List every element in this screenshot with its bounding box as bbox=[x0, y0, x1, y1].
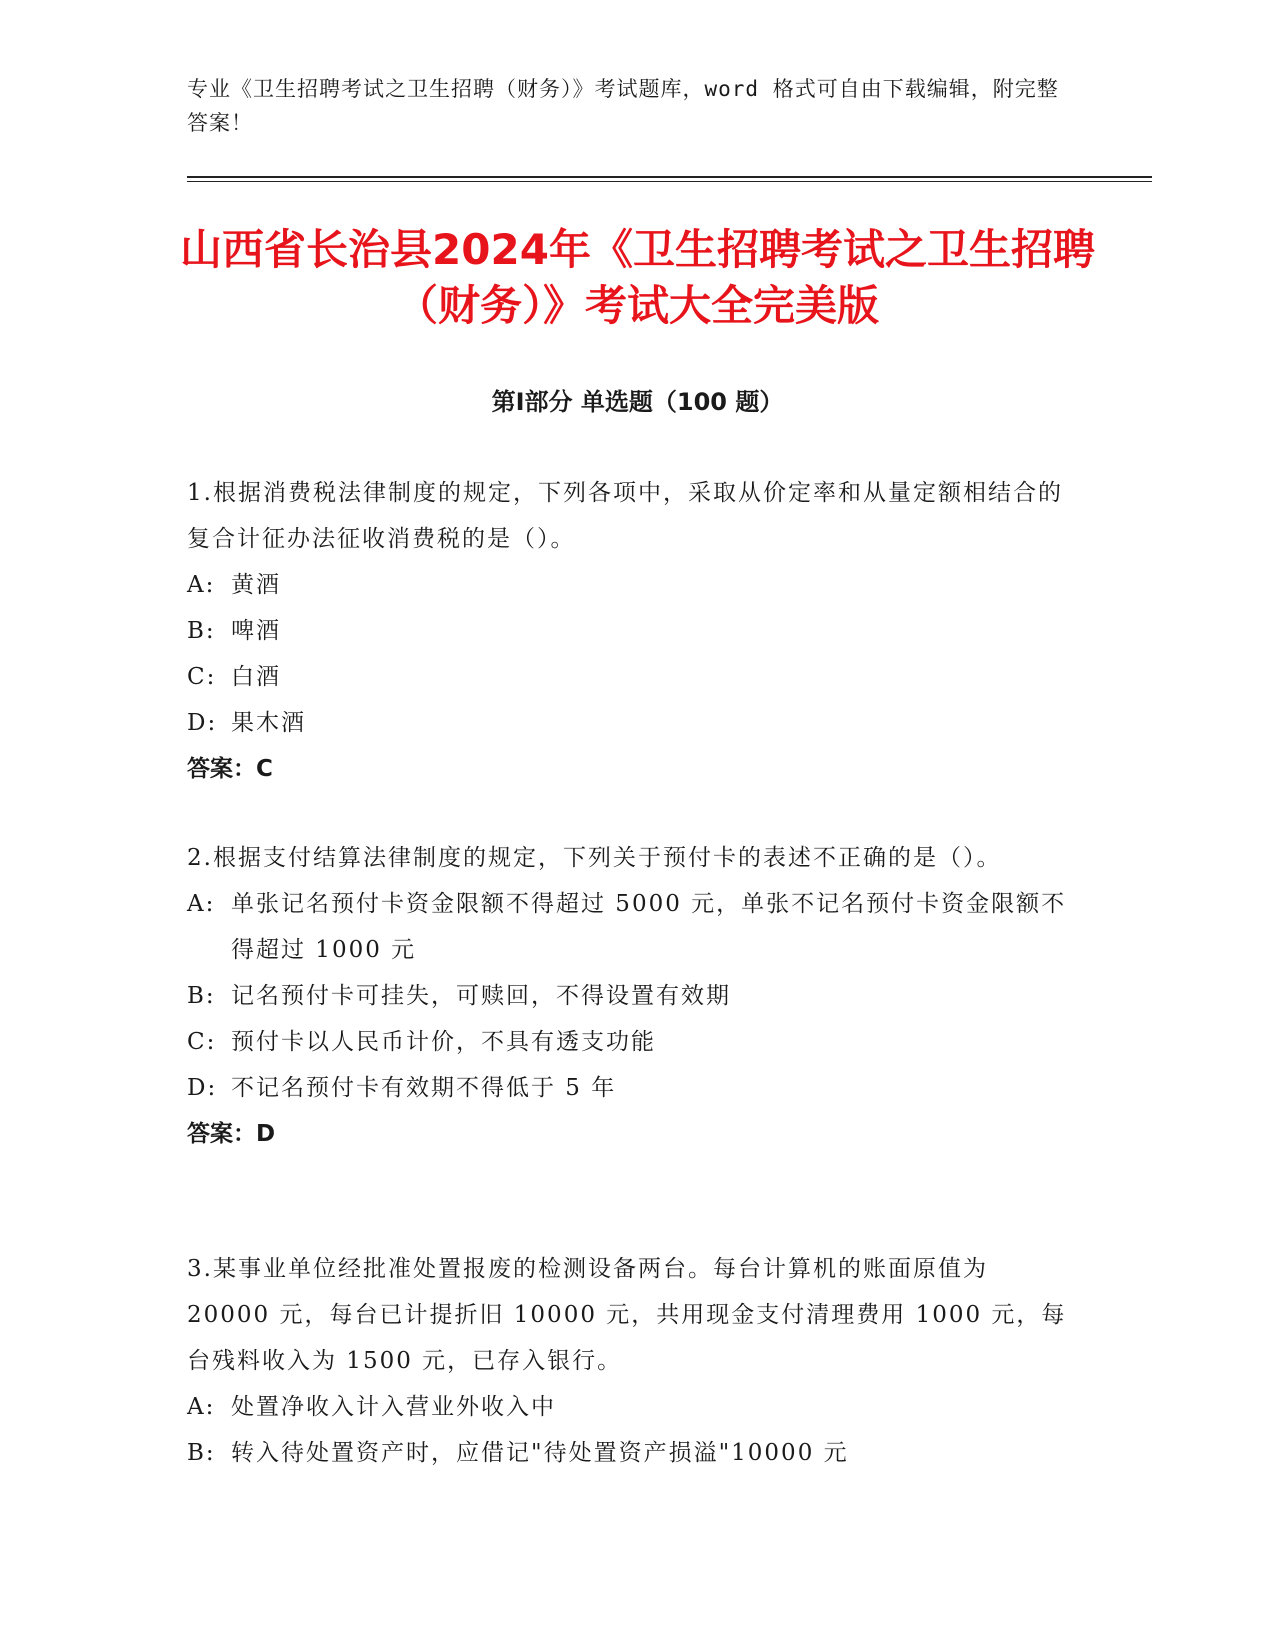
question-stem: 2.根据支付结算法律制度的规定，下列关于预付卡的表述不正确的是（）。 bbox=[187, 845, 1002, 871]
option-key: A: bbox=[187, 572, 216, 598]
answer-line: 答案：C bbox=[187, 756, 273, 782]
option-text: 处置净收入计入营业外收入中 bbox=[231, 1394, 556, 1420]
option-text: 黄酒 bbox=[231, 572, 281, 598]
option-c bbox=[187, 1019, 1067, 1065]
option-text: 白酒 bbox=[231, 664, 281, 690]
option-a bbox=[187, 562, 1067, 608]
question-1 bbox=[187, 470, 1067, 792]
question-stem: 3.某事业单位经批准处置报废的检测设备两台。每台计算机的账面原值为 20000 元，每台已计提折旧 10000 元，共用现金支付清理费用 1000 元，每台残料收入为 1500 元，已存入银行。 bbox=[187, 1256, 1067, 1374]
document-title: 山西省长治县2024年《卫生招聘考试之卫生招聘（财务）》考试大全完美版 bbox=[180, 225, 1095, 330]
question-2 bbox=[187, 835, 1067, 1157]
header-divider-thin bbox=[187, 181, 1152, 182]
option-key: C: bbox=[187, 1029, 217, 1055]
option-text: 不记名预付卡有效期不得低于 5 年 bbox=[231, 1075, 617, 1101]
question-3 bbox=[187, 1246, 1067, 1476]
option-a bbox=[187, 1384, 1067, 1430]
option-b bbox=[187, 608, 1067, 654]
option-text: 记名预付卡可挂失，可赎回，不得设置有效期 bbox=[231, 983, 731, 1009]
option-text: 单张记名预付卡资金限额不得超过 5000 元，单张不记名预付卡资金限额不得超过 1000 元 bbox=[231, 891, 1067, 963]
option-key: D: bbox=[187, 710, 218, 736]
option-b bbox=[187, 973, 1067, 1019]
header-note: 专业《卫生招聘考试之卫生招聘（财务）》考试题库，word 格式可自由下载编辑，附完整答案！ bbox=[187, 77, 1059, 135]
option-a bbox=[187, 881, 1067, 973]
option-text: 果木酒 bbox=[231, 710, 306, 736]
option-c bbox=[187, 654, 1067, 700]
option-text: 预付卡以人民币计价，不具有透支功能 bbox=[231, 1029, 656, 1055]
answer-line: 答案：D bbox=[187, 1121, 276, 1147]
option-d bbox=[187, 1065, 1067, 1111]
option-text: 转入待处置资产时，应借记"待处置资产损溢"10000 元 bbox=[231, 1440, 849, 1466]
option-key: C: bbox=[187, 664, 217, 690]
option-key: B: bbox=[187, 618, 216, 644]
section-heading: 第Ⅰ部分 单选题（100 题） bbox=[491, 388, 784, 416]
option-b bbox=[187, 1430, 1067, 1476]
header-divider-thick bbox=[187, 176, 1152, 178]
option-key: B: bbox=[187, 983, 216, 1009]
option-key: B: bbox=[187, 1440, 216, 1466]
option-text: 啤酒 bbox=[231, 618, 281, 644]
option-key: A: bbox=[187, 1394, 216, 1420]
option-key: A: bbox=[187, 891, 216, 917]
option-key: D: bbox=[187, 1075, 218, 1101]
option-d bbox=[187, 700, 1067, 746]
question-stem: 1.根据消费税法律制度的规定，下列各项中，采取从价定率和从量定额相结合的复合计征办法征收消费税的是（）。 bbox=[187, 480, 1063, 552]
